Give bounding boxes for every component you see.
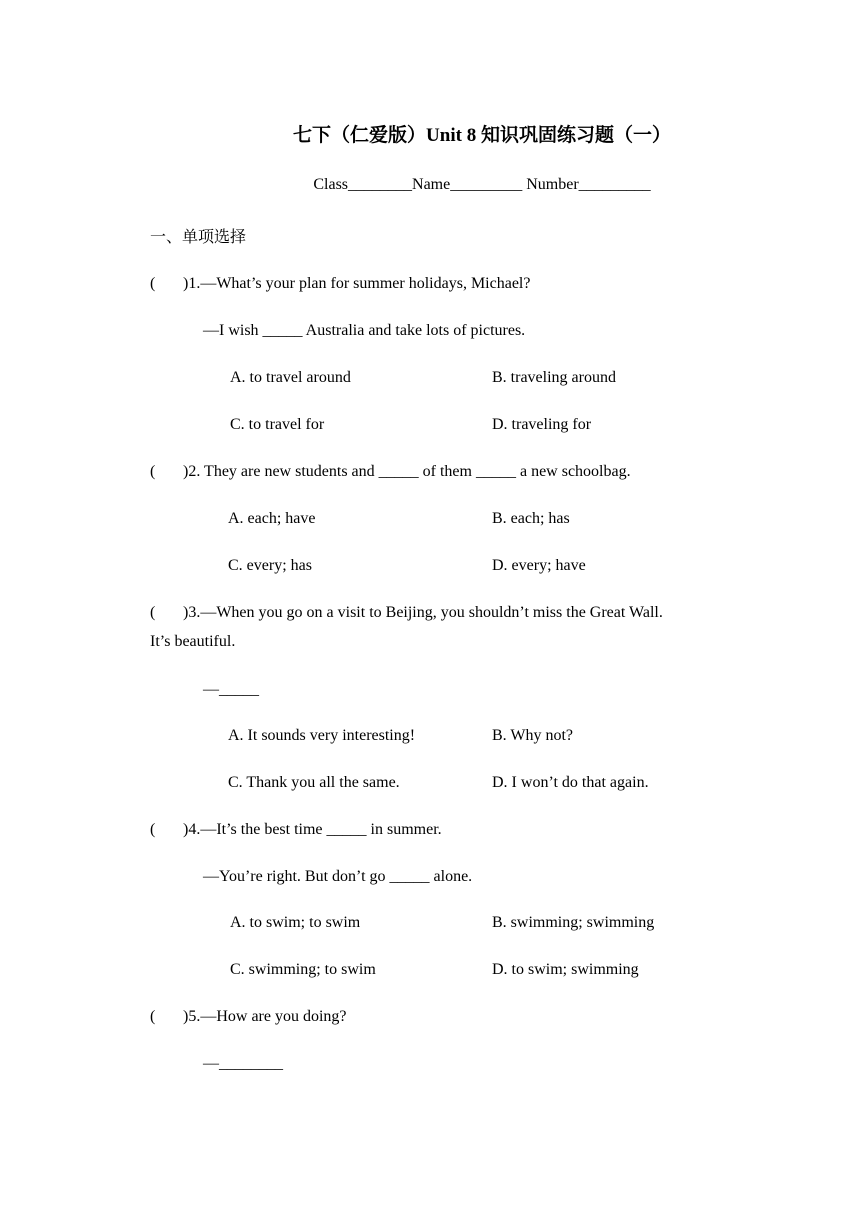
- question-3-option-d: D. I won’t do that again.: [492, 774, 649, 791]
- question-2-option-a: A. each; have: [228, 510, 316, 527]
- question-4-option-b: B. swimming; swimming: [492, 914, 655, 931]
- question-1-option-c: C. to travel for: [230, 416, 325, 433]
- question-text: 3.—When you go on a visit to Beijing, you shouldn’t miss the Great Wall.: [188, 604, 663, 621]
- question-text: 1.—What’s your plan for summer holidays, Michael?: [188, 275, 531, 292]
- question-1-stem: [150, 274, 530, 294]
- question-2-option-c: C. every; has: [228, 557, 312, 574]
- question-3-option-c: C. Thank you all the same.: [228, 774, 400, 791]
- paren-close: ): [183, 463, 189, 480]
- question-text: 5.—How are you doing?: [188, 1008, 347, 1025]
- paren-close: ): [183, 821, 189, 838]
- question-1-option-b: B. traveling around: [492, 369, 616, 386]
- question-4-stem: [150, 820, 442, 840]
- section-heading: 一、单项选择: [150, 229, 247, 246]
- paren-close: ): [183, 604, 189, 621]
- answer-paren: (: [150, 463, 156, 480]
- question-2-option-b: B. each; has: [492, 510, 570, 527]
- answer-paren: (: [150, 821, 156, 838]
- question-3-stem-continued: It’s beautiful.: [150, 633, 236, 650]
- question-5-response: —________: [203, 1055, 283, 1072]
- question-3-option-a: A. It sounds very interesting!: [228, 727, 416, 744]
- question-4-option-a: A. to swim; to swim: [230, 914, 361, 931]
- answer-paren: (: [150, 1008, 156, 1025]
- question-1-option-a: A. to travel around: [230, 369, 351, 386]
- student-info-line: Class________Name_________ Number_________: [313, 176, 651, 193]
- paren-close: ): [183, 275, 189, 292]
- question-5-stem: [150, 1007, 347, 1027]
- question-4-option-c: C. swimming; to swim: [230, 961, 376, 978]
- question-3-stem: [150, 603, 663, 623]
- question-4-response: —You’re right. But don’t go _____ alone.: [203, 868, 473, 885]
- question-1-response: —I wish _____ Australia and take lots of pictures.: [203, 322, 526, 339]
- page-title: 七下（仁爱版）Unit 8 知识巩固练习题（一）: [293, 125, 671, 146]
- question-4-option-d: D. to swim; swimming: [492, 961, 639, 978]
- question-2-stem: [150, 462, 631, 482]
- question-1-option-d: D. traveling for: [492, 416, 592, 433]
- question-2-option-d: D. every; have: [492, 557, 586, 574]
- question-text: 4.—It’s the best time _____ in summer.: [188, 821, 442, 838]
- question-text: 2. They are new students and _____ of them _____ a new schoolbag.: [188, 463, 631, 480]
- answer-paren: (: [150, 275, 156, 292]
- answer-paren: (: [150, 604, 156, 621]
- question-3-option-b: B. Why not?: [492, 727, 574, 744]
- question-3-response: —_____: [203, 681, 259, 698]
- paren-close: ): [183, 1008, 189, 1025]
